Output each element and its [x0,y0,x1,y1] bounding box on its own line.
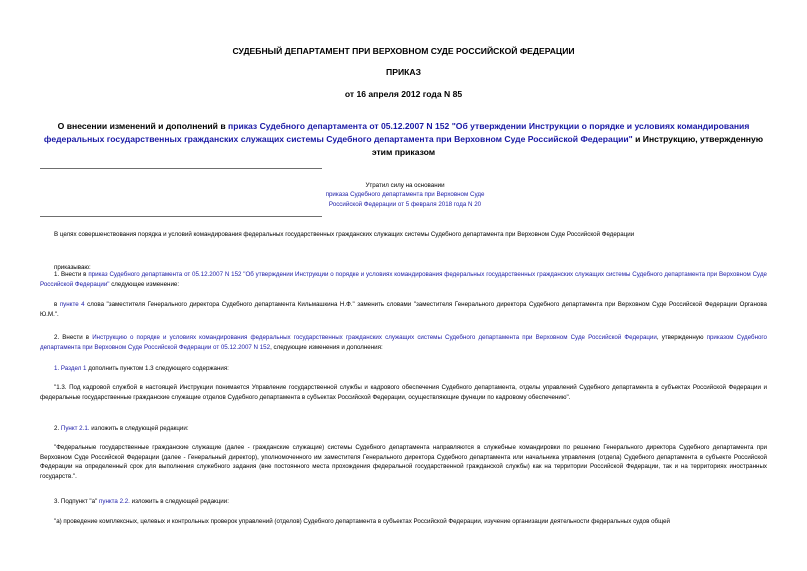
preamble: В целях совершенствования порядка и условий командирования федеральных государственных гражданских служащих системы Судебного департамента при Верховном Суде Российской Федерации [54,231,635,238]
p21-link-section-1[interactable]: 1. Раздел 1 [54,365,87,372]
paragraph-2-2-quote: "Федеральные государственные гражданские служащие (далее - гражданские служащие) системы Судебного департамента направляются в служебные командировки по решению Генерального директора Судебного департамента при Верховном Суде Российской Федерации (далее - Генеральный директор), уполномоченного им заместителя Генерального директора Судебного департамента или начальника управления (отдела) Судебного департамента в субъекте Российской Федерации на определенный срок для выполнения служебного задания (вне постоянного места прохождения федеральной государственной гражданской службы) как на территории Российской Федерации, так и на территориях иностранных государств.". [40,444,767,480]
paragraph-2-2: 2. Пункт 2.1. изложить в следующей редакции: [54,425,189,432]
document-date-number: от 16 апреля 2012 года N 85 [344,89,463,99]
document-type-heading: ПРИКАЗ [386,67,421,77]
issuer-heading: СУДЕБНЫЙ ДЕПАРТАМЕНТ ПРИ ВЕРХОВНОМ СУДЕ РОССИЙСКОЙ ФЕДЕРАЦИИ [232,46,575,56]
paragraph-2-3: 3. Подпункт "а" пункта 2.2. изложить в следующей редакции: [54,498,229,505]
status-note [230,181,580,209]
p23-link-point-2-2[interactable]: пункта 2.2. [99,498,130,505]
paragraph-2: 2. Внести в Инструкцию о порядке и условиях командирования федеральных государственных гражданских служащих системы Судебного департамента при Верховном Суде Российской Федерации, утвержденную приказом Судебного департамента при Верховном Суде Российской Федерации от 05.12.2007 N 152, следующие изменения и дополнения: [40,334,767,351]
title-suffix: и Инструкцию, утвержденную этим приказом [371,134,764,157]
p22-link-point-2-1[interactable]: Пункт 2.1. [60,425,90,432]
divider-top [40,168,322,169]
divider-bottom [40,216,322,217]
status-note-link-2[interactable]: Российской Федерации от 5 февраля 2018 года N 20 [328,200,482,208]
paragraph-1: 1. Внести в приказ Судебного департамента от 05.12.2007 N 152 "Об утверждении Инструкции о порядке и условиях командирования федеральных государственных гражданских служащих системы Судебного департамента при Верховном Суде Российской Федерации" следующее изменение: [40,271,767,288]
status-note-line: Утратил силу на основании [365,182,445,189]
paragraph-2-3-quote: "а) проведение комплексных, целевых и контрольных проверок управлений (отделов) Судебного департамента в субъектах Российской Федерации, изучение организации деятельности федеральных судов общей [54,518,671,525]
order-word: приказываю: [54,264,91,271]
p2-link-instruction[interactable]: Инструкцию о порядке и условиях командирования федеральных государственных гражданских служащих системы Судебного департамента при Верховном Суде Российской Федерации [92,334,657,341]
p1a-link-point-4[interactable]: пункте 4 [59,301,85,308]
p1-link-order-152[interactable]: приказ Судебного департамента от 05.12.2007 N 152 "Об утверждении Инструкции о порядке и условиях командирования федеральных государственных гражданских служащих системы Судебного департамента при Верховном Суде Российской Федерации" [40,271,767,288]
status-note-link-1[interactable]: приказа Судебного департамента при Верховном Суде [325,191,485,199]
document-title [40,120,767,159]
title-prefix: О внесении изменений и дополнений в [57,121,229,131]
paragraph-2-1-quote: "1.3. Под кадровой службой в настоящей Инструкции понимается Управление государственной службы и кадрового обеспечения Судебного департамента, отделы управлений Судебного департамента в субъектах Российской Федерации и федеральные государственные гражданские служащие отделов Судебного департамента в субъектах Российской Федерации, осуществляющие функции по кадровому обеспечению". [40,384,767,401]
p2-link-order[interactable]: приказом Судебного департамента при Верховном Суде Российской Федерации от 05.12.2007 N 152 [40,334,767,351]
paragraph-1-item: в пункте 4 слова "заместителя Генерального директора Судебного департамента Кильмашкина Н.Ф." заменить словами "заместителя Генерального директора Судебного департамента при Верховном Суде Российской Федерации Органова Ю.М.". [40,301,767,318]
title-link-order-152[interactable]: приказ Судебного департамента от 05.12.2007 N 152 "Об утверждении Инструкции о порядке и условиях командирования федеральных государственных гражданских служащих системы Судебного департамента при Верховном Суде Российской Федерации" [43,121,750,144]
paragraph-2-1: 1. Раздел 1 дополнить пунктом 1.3 следующего содержания: [54,365,229,372]
